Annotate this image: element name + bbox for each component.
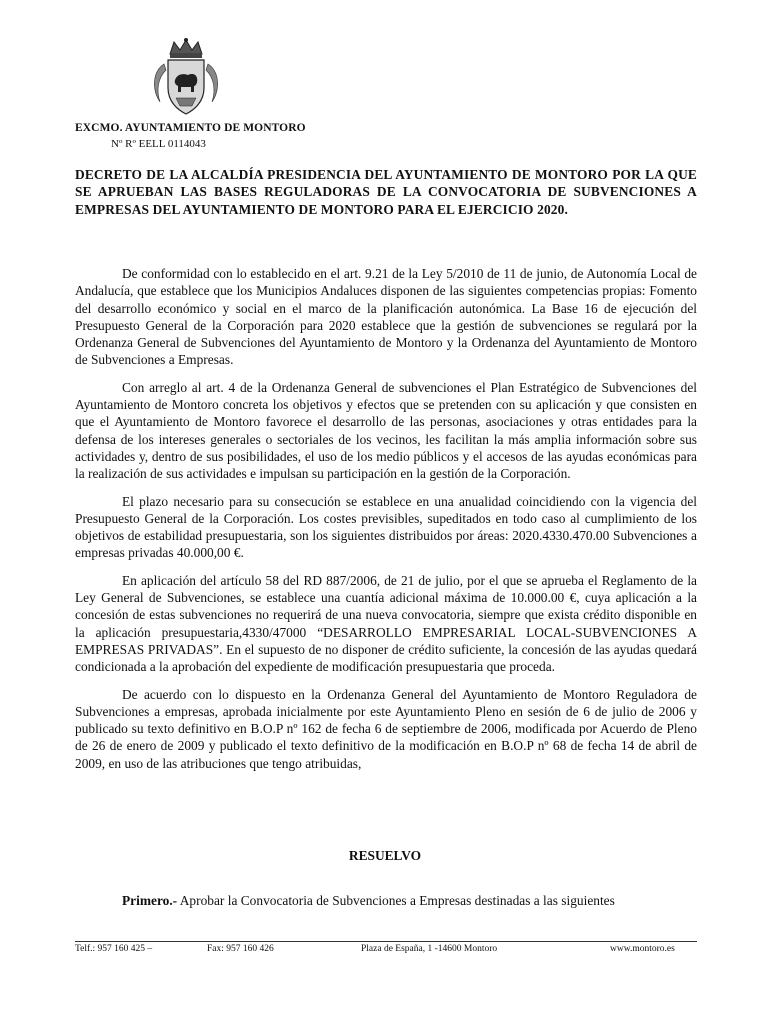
footer-phone: Telf.: 957 160 425 – bbox=[75, 944, 153, 954]
document-body bbox=[75, 265, 697, 782]
first-resolution-label: Primero.- bbox=[122, 893, 178, 908]
paragraph: Con arreglo al art. 4 de la Ordenanza General de subvenciones el Plan Estratégico de Subvenciones del Ayuntamiento de Montoro concreta los objetivos y efectos que se pretenden con su aplicación y que consisten en que el Ayuntamiento de Montoro favorece el desarrollo de las personas, asociaciones y otras entidades para la defensa de los intereses generales o sectoriales de los vecinos, les facilitan la más amplia información sobre sus actividades y, dentro de sus posibilidades, el uso de los medio públicos y el accesos de las ayudas económicas para la realización de sus actividades e impulsan su participación en la gestión de la Corporación. bbox=[75, 379, 697, 482]
paragraph: El plazo necesario para su consecución se establece en una anualidad coincidiendo con la vigencia del Presupuesto General de la Corporación. Los costes previsibles, supeditados en todo caso al cumplimiento de los objetivos de estabilidad presupuestaria, son los siguientes distribuidos por áreas: 2020.4330.470.00 Subvenciones a empresas privadas 40.000,00 €. bbox=[75, 493, 697, 561]
first-resolution-text: Aprobar la Convocatoria de Subvenciones a Empresas destinadas a las siguientes bbox=[177, 893, 615, 908]
footer-divider bbox=[75, 941, 697, 942]
first-resolution-item bbox=[122, 893, 615, 909]
municipal-coat-of-arms-icon bbox=[150, 36, 222, 118]
footer-fax: Fax: 957 160 426 bbox=[207, 944, 274, 954]
decree-title: DECRETO DE LA ALCALDÍA PRESIDENCIA DEL AYUNTAMIENTO DE MONTORO POR LA QUE SE APRUEBAN LAS BASES REGULADORAS DE LA CONVOCATORIA DE SUBVENCIONES A EMPRESAS DEL AYUNTAMIENTO DE MONTORO PARA EL EJERCICIO 2020. bbox=[75, 167, 697, 217]
footer-address: Plaza de España, 1 -14600 Montoro bbox=[361, 944, 498, 954]
paragraph: De conformidad con lo establecido en el art. 9.21 de la Ley 5/2010 de 11 de junio, de Autonomía Local de Andalucía, que establece que los Municipios Andaluces disponen de las siguientes competencias propias: Fomento del desarrollo económico y social en el marco de la planificación autonómica. La Base 16 de ejecución del Presupuesto General de la Corporación para 2020 establece que la gestión de subvenciones se regulará por la Ordenanza General de Subvenciones del Ayuntamiento de Montoro y la Ordenanza del Ayuntamiento de Montoro de Subvenciones a Empresas. bbox=[75, 266, 697, 368]
registry-number: Nº Rº EELL 0114043 bbox=[111, 138, 206, 150]
organization-name: EXCMO. AYUNTAMIENTO DE MONTORO bbox=[75, 122, 306, 134]
resolution-heading: RESUELVO bbox=[348, 848, 422, 863]
paragraph: De acuerdo con lo dispuesto en la Ordenanza General del Ayuntamiento de Montoro Reguladora de Subvenciones a empresas, aprobada inicialmente por este Ayuntamiento Pleno en sesión de 6 de julio de 2006 y publicado su texto definitivo en B.O.P nº 162 de fecha 6 de septiembre de 2006, modificada por Acuerdo de Pleno de 26 de enero de 2009 y publicado el texto definitivo de la modificación en B.O.P nº 68 de fecha 14 de abril de 2009, en uso de las atribuciones que tengo atribuidas, bbox=[75, 686, 697, 771]
paragraph: En aplicación del artículo 58 del RD 887/2006, de 21 de julio, por el que se aprueba el Reglamento de la Ley General de Subvenciones, se establece una cuantía adicional máxima de 10.000.00 €, cuya aplicación a la concesión de estas subvenciones no requerirá de una nueva convocatoria, siempre que exista crédito disponible en la aplicación presupuestaria,4330/47000 “DESARROLLO EMPRESARIAL LOCAL-SUBVENCIONES A EMPRESAS PRIVADAS”. En el supuesto de no disponer de crédito suficiente, la concesión de las ayudas quedará condicionada a la aprobación del expediente de modificación presupuestaria que proceda. bbox=[75, 572, 697, 675]
footer-website-link[interactable]: www.montoro.es bbox=[610, 944, 675, 954]
